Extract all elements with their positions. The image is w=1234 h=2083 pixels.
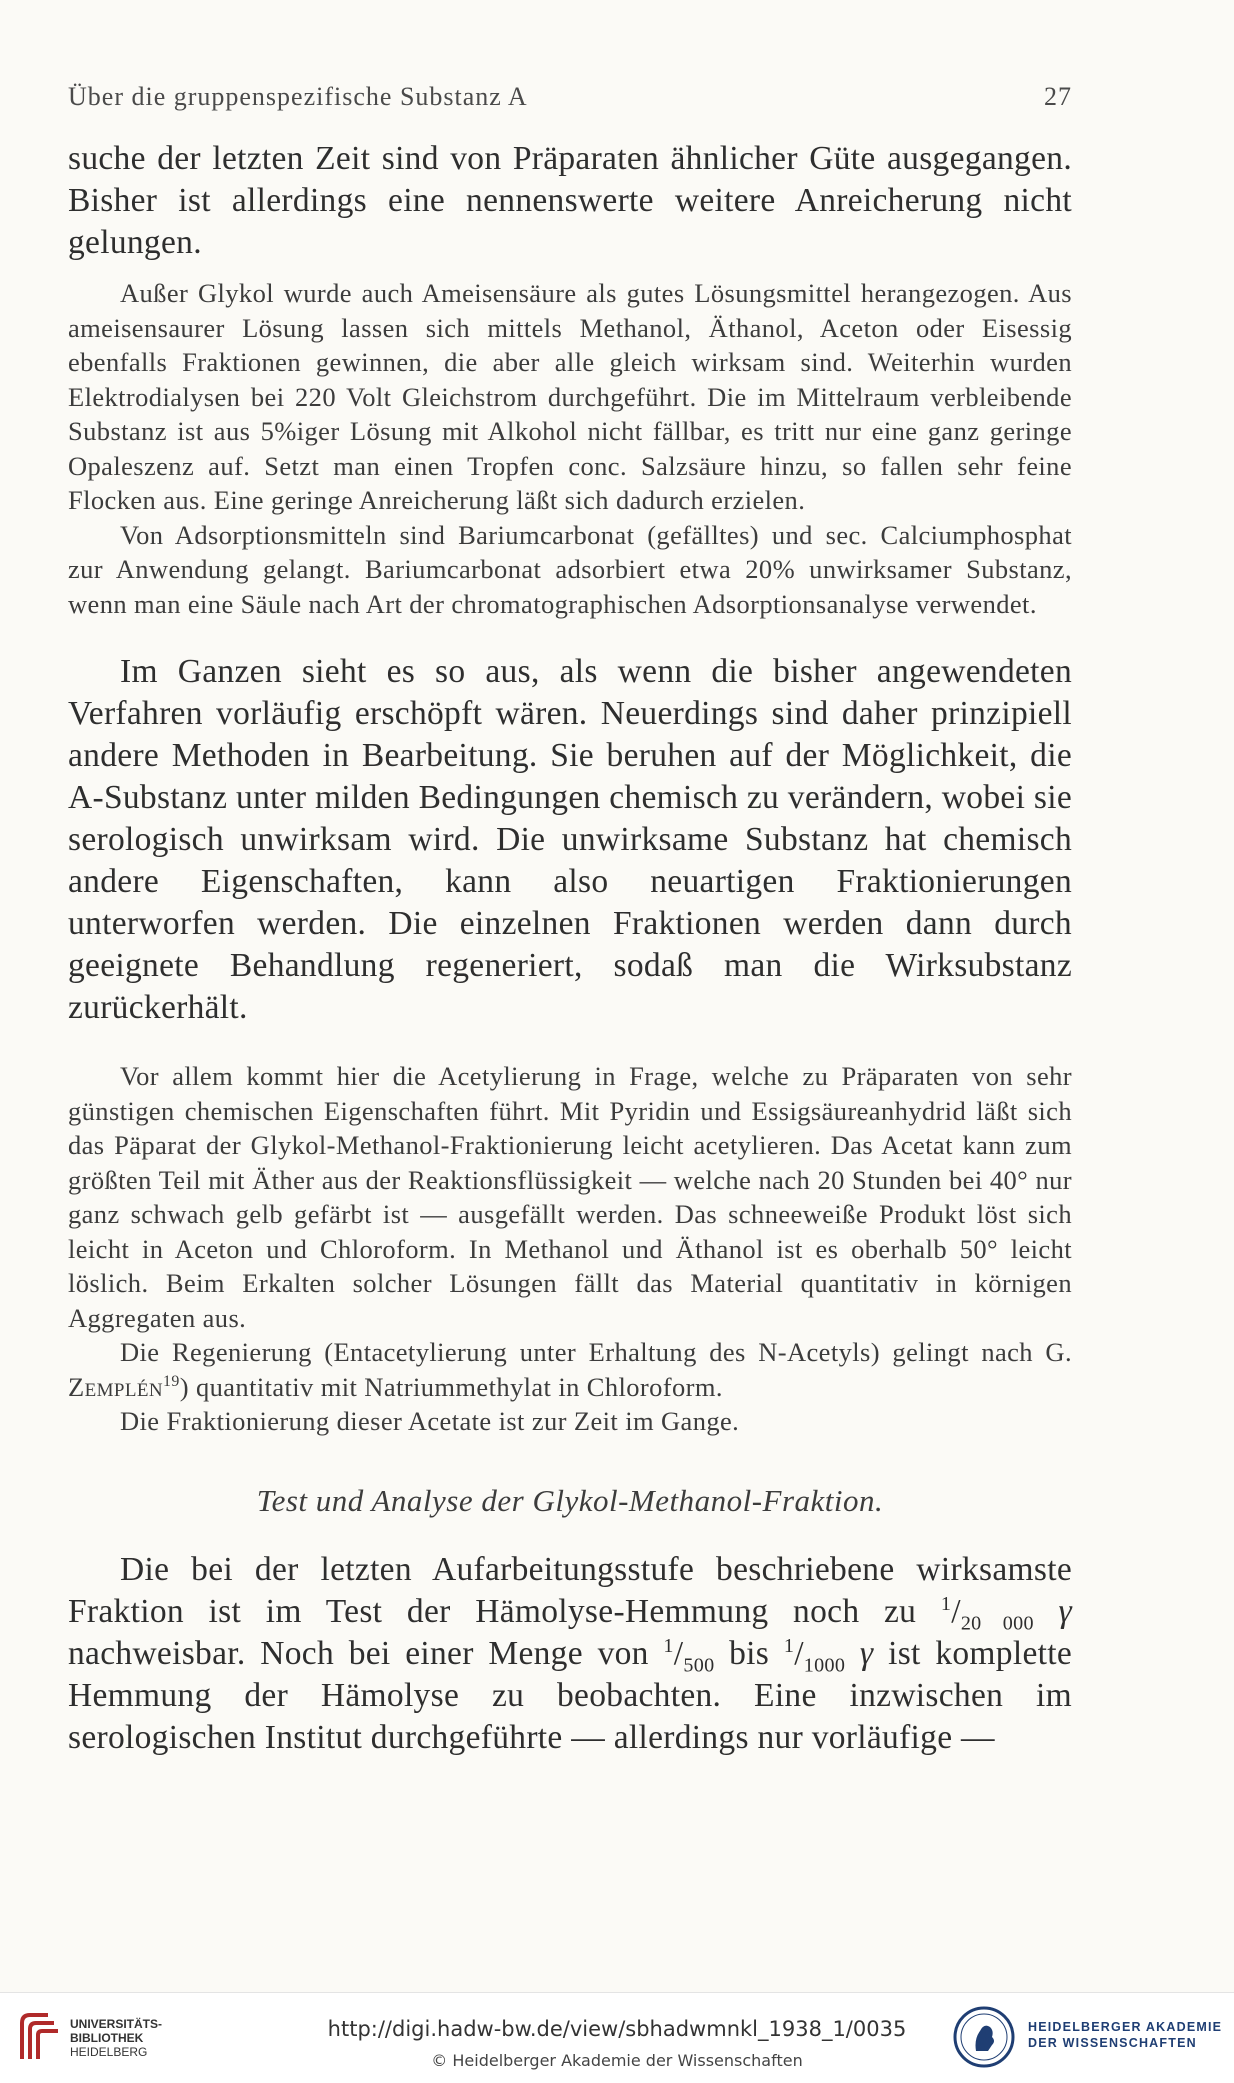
running-head-title: Über die gruppenspezifische Substanz A	[68, 82, 528, 111]
page-body	[68, 138, 1072, 1759]
permalink-url[interactable]: http://digi.hadw-bw.de/view/sbhadwmnkl_1938_1/0035	[327, 2017, 907, 2041]
section-heading: Test und Analyse der Glykol-Methanol-Fraktion.	[256, 1482, 884, 1518]
paragraph-5: Vor allem kommt hier die Acetylierung in Frage, welche zu Präparaten von sehr günstigen chemischen Eigenschaften führt. Mit Pyridin und Essigsäureanhydrid läßt sich das Päparat der Glykol-Methanol-Fraktionierung leicht acetylieren. Das Acetat kann zum größten Teil mit Äther aus der Reaktionsflüssigkeit — welche nach 20 Stunden bei 40° nur ganz schwach gelb gefärbt ist — ausgefällt werden. Das schneeweiße Produkt löst sich leicht in Aceton und Chloroform. In Methanol und Äthanol ist es oberhalb 50° leicht löslich. Beim Erkalten solcher Lösungen fällt das Material quantitativ in körnigen Aggregaten aus.	[68, 1061, 1072, 1333]
running-head	[68, 82, 1072, 112]
paragraph-7: Die Fraktionierung dieser Acetate ist zur Zeit im Gange.	[120, 1406, 740, 1436]
paragraph-1: suche der letzten Zeit sind von Präparaten ähnlicher Güte ausgegangen. Bisher ist allerdings eine nennenswerte weitere Anreicherung nicht gelungen.	[68, 140, 1072, 261]
copyright-notice: © Heidelberger Akademie der Wissenschaften	[431, 2051, 803, 2070]
paragraph-2: Außer Glykol wurde auch Ameisensäure als gutes Lösungsmittel herangezogen. Aus ameisensaurer Lösung lassen sich mittels Methanol, Äthanol, Aceton oder Eisessig ebenfalls Fraktionen gewinnen, die aber alle gleich wirksam sind. Weiterhin wurden Elektrodialysen bei 220 Volt Gleichstrom durchgeführt. Die im Mittelraum verbleibende Substanz ist aus 5%iger Lösung mit Alkohol nicht fällbar, es tritt nur eine ganz geringe Opaleszenz auf. Setzt man einen Tropfen conc. Salzsäure hinzu, so fallen sehr feine Flocken aus. Eine geringe Anreicherung läßt sich dadurch erzielen.	[68, 278, 1072, 515]
paragraph-6: Die Regenierung (Entacetylierung unter Erhaltung des N-Acetyls) gelingt nach G. Zemplén$^{19}$) quantitativ mit Natriummethylat in Chloroform.	[68, 1337, 1072, 1402]
paragraph-4: Im Ganzen sieht es so aus, als wenn die bisher angewendeten Verfahren vorläufig erschöpft wären. Neuerdings sind daher prinzipiell andere Methoden in Bearbeitung. Sie beruhen auf der Möglichkeit, die A-Substanz unter milden Bedingungen chemisch zu verändern, wobei sie serologisch unwirksam wird. Die unwirksame Substanz hat chemisch andere Eigenschaften, kann also neuartigen Fraktionierungen unterworfen werden. Die einzelnen Fraktionen werden dann durch geeignete Behandlung regeneriert, sodaß man die Wirksubstanz zurückerhält.	[68, 653, 1072, 1026]
library-name: UNIVERSITÄTS- BIBLIOTHEK HEIDELBERG	[70, 2017, 163, 2059]
viewer-footer	[0, 1992, 1234, 2083]
academy-name: HEIDELBERGER AKADEMIE DER WISSENSCHAFTEN	[1028, 2020, 1223, 2050]
paragraph-8: Die bei der letzten Aufarbeitungsstufe beschriebene wirksamste Fraktion ist im Test der Hämolyse-Hemmung noch zu $^1/_{20 000}$ γ nachweisbar. Noch bei einer Menge von $^1/_{500}$ bis $^1/_{1000}$ γ ist komplette Hemmung der Hämolyse zu beobachten. Eine inzwischen im serologischen Institut durchgeführte — allerdings nur vorläufige —	[68, 1550, 1072, 1756]
academy-seal-icon	[952, 2005, 1016, 2069]
paragraph-3: Von Adsorptionsmitteln sind Bariumcarbonat (gefälltes) und sec. Calciumphosphat zur Anwendung gelangt. Bariumcarbonat adsorbiert etwa 20% unwirksamer Substanz, wenn man eine Säule nach Art der chromatographischen Adsorptionsanalyse verwendet.	[68, 519, 1072, 619]
reference-number: 19	[163, 1372, 180, 1390]
author-name: Zemplén	[68, 1371, 163, 1402]
page-number: 27	[1044, 82, 1072, 111]
